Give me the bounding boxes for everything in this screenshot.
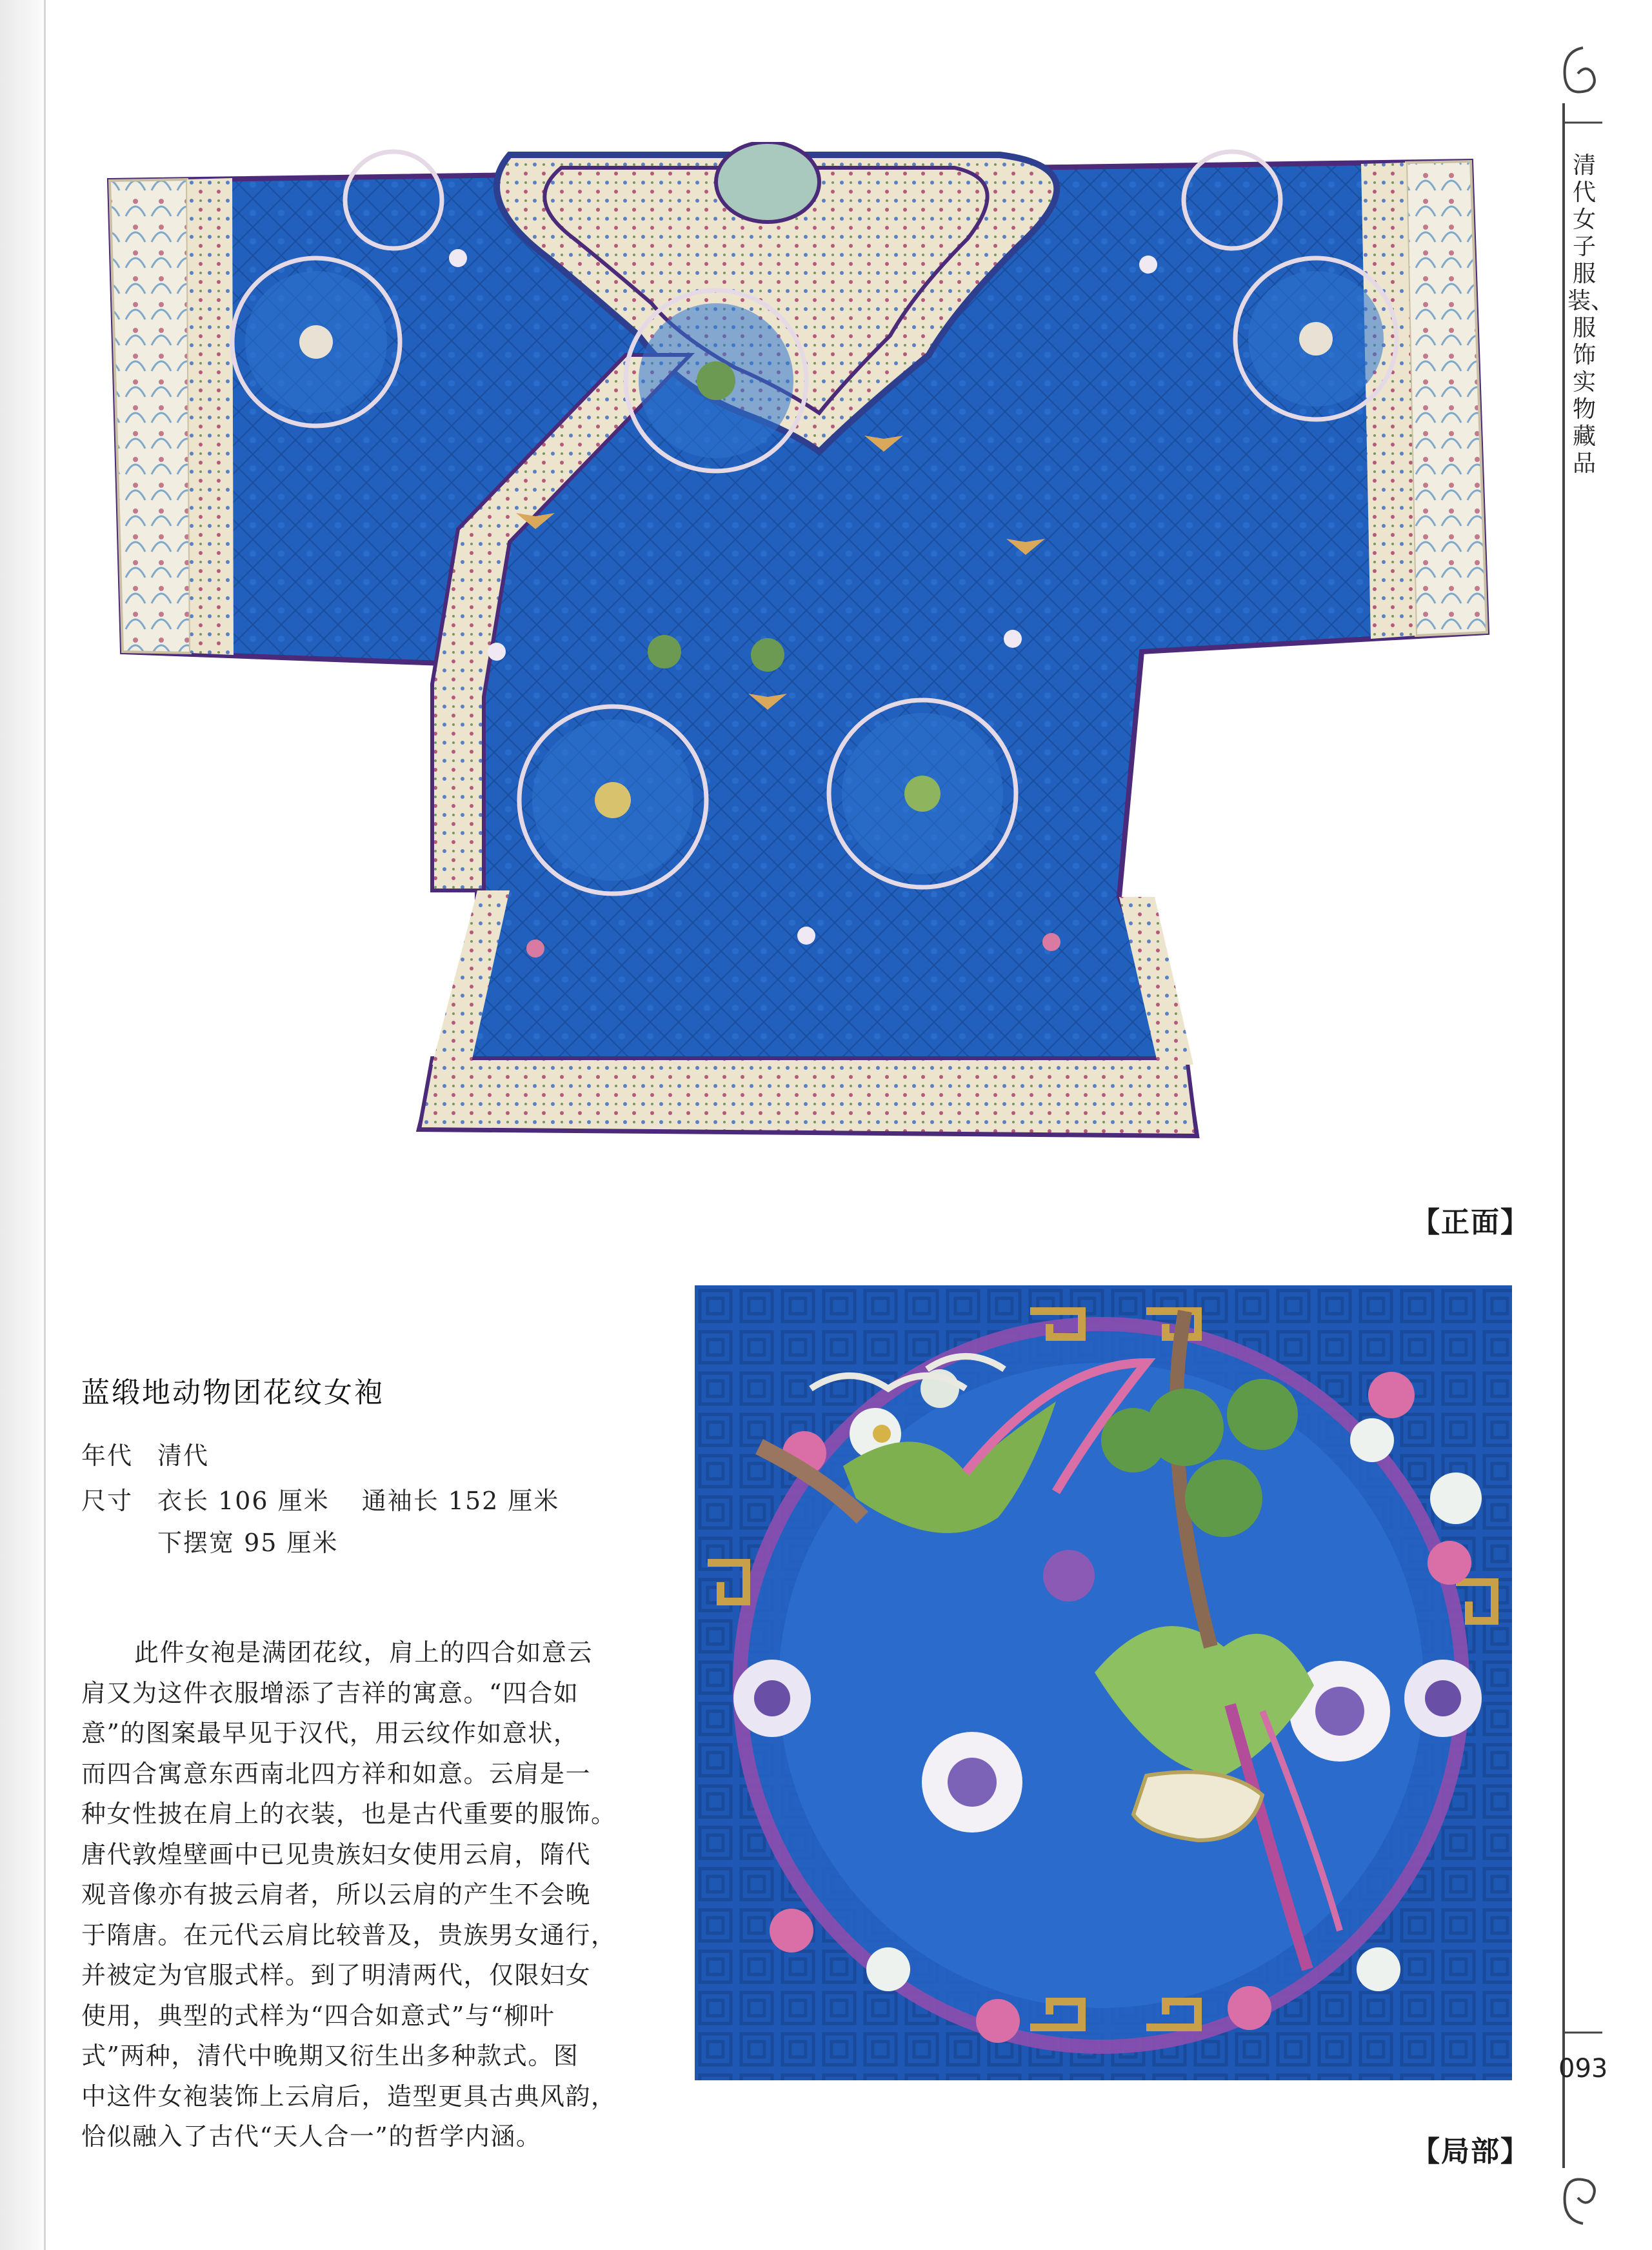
- item-title: 蓝缎地动物团花纹女袍: [81, 1376, 384, 1409]
- page-gutter: [0, 0, 50, 2250]
- paragraph-line: 并被定为官服式样。到了明清两代，仅限妇女: [81, 1961, 592, 1989]
- gutter-line: [44, 0, 46, 2250]
- robe-front-photo: [97, 142, 1497, 1161]
- paragraph-line: 观音像亦有披云肩者，所以云肩的产生不会晚: [81, 1880, 592, 1909]
- paragraph-line: 唐代敦煌壁画中已见贵族妇女使用云肩，隋代: [81, 1840, 592, 1869]
- era-row: [81, 1436, 209, 1471]
- size-length: 衣长 106 厘米: [157, 1487, 330, 1515]
- size-hem-width: 下摆宽 95 厘米: [157, 1529, 339, 1557]
- description-paragraph: [81, 1632, 636, 2157]
- size-row: [81, 1481, 559, 1516]
- paragraph-line: 中这件女袍装饰上云肩后，造型更具古典风韵，: [81, 2082, 617, 2111]
- paragraph-line: 式”两种，清代中晚期又衍生出多种款式。图: [81, 2042, 579, 2070]
- paragraph-line: 此件女袍是满团花纹，肩上的四合如意云: [134, 1638, 593, 1667]
- era-label: 年代: [81, 1441, 134, 1470]
- roundel-detail-photo: [695, 1285, 1512, 2080]
- paragraph-line: 恰似融入了古代“天人合一”的哲学内涵。: [81, 2122, 542, 2151]
- left-cuff: [110, 179, 190, 653]
- paragraph-line: 意”的图案最早见于汉代，用云纹作如意状，: [81, 1719, 579, 1747]
- size-sleeve-span: 通袖长 152 厘米: [361, 1487, 560, 1515]
- size-hem-row: [157, 1523, 339, 1558]
- size-label: 尺寸: [81, 1487, 134, 1515]
- caption-detail: 【局部】: [1411, 2135, 1530, 2168]
- paragraph-line: 种女性披在肩上的衣装，也是古代重要的服饰。: [81, 1800, 617, 1828]
- neck-opening: [716, 142, 819, 222]
- hem-border: [419, 1058, 1197, 1136]
- running-header: 清代女子服装、服饰实物藏品: [1567, 152, 1615, 477]
- page-number: 093: [1558, 2054, 1608, 2084]
- left-cuff-border: [187, 178, 234, 655]
- paragraph-line: 使用，典型的式样为“四合如意式”与“柳叶: [81, 2001, 555, 2030]
- paragraph-line: 于隋唐。在元代云肩比较普及，贵族男女通行，: [81, 1920, 617, 1949]
- paragraph-line: 而四合寓意东西南北四方祥和如意。云肩是一: [81, 1759, 592, 1788]
- paragraph-line: 肩又为这件衣服增添了吉祥的寓意。“四合如: [81, 1678, 579, 1707]
- era-value: 清代: [157, 1441, 210, 1470]
- caption-front: 【正面】: [1411, 1206, 1530, 1239]
